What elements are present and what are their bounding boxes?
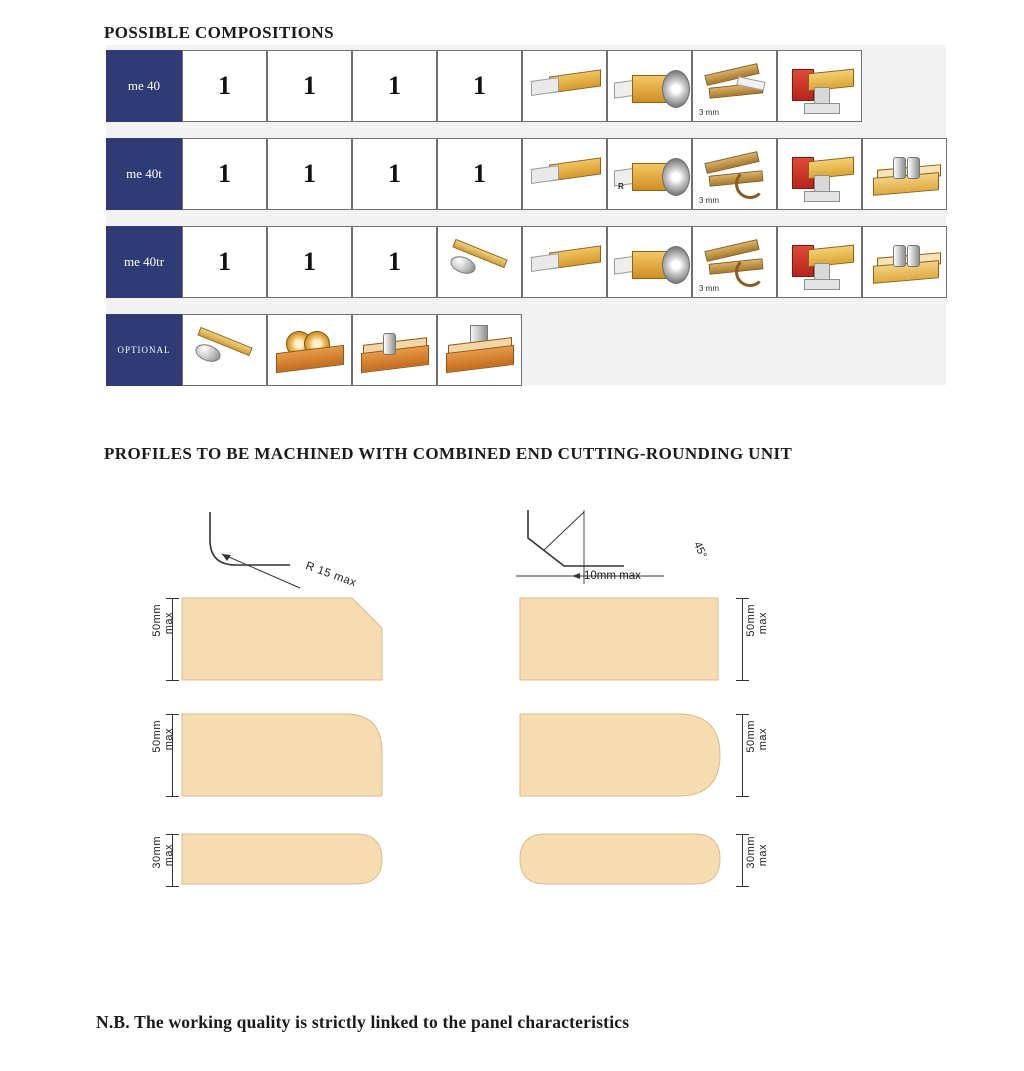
scraper-blades-icon — [692, 226, 777, 298]
dim-height-label: 30mm — [745, 836, 757, 869]
page-title-compositions: POSSIBLE COMPOSITIONS — [104, 23, 334, 42]
panel-right-bottom — [518, 832, 730, 888]
edge-rounding-roller-icon — [607, 138, 692, 210]
cell-count: 1 — [437, 138, 522, 210]
glue-rod-icon — [437, 226, 522, 298]
row-label-me40t: me 40t — [106, 138, 182, 210]
radius-label: R 15 max — [303, 560, 359, 590]
dim-cap — [166, 714, 179, 715]
dim-max-label: max — [757, 612, 769, 635]
length-label: 10mm max — [584, 570, 641, 582]
panel-left-top — [180, 596, 392, 682]
dim-cap — [736, 598, 749, 599]
panel-slab-icon — [352, 314, 437, 386]
cell-count: 1 — [182, 226, 267, 298]
dim-max-label: max — [163, 612, 175, 635]
edge-rounding-roller-icon — [607, 226, 692, 298]
table-row — [106, 226, 947, 298]
end-cutting-icon — [522, 226, 607, 298]
row-label-me40: me 40 — [106, 50, 182, 122]
dim-cap — [736, 834, 749, 835]
row-label-me40tr: me 40tr — [106, 226, 182, 298]
dim-line — [742, 834, 743, 886]
cell-count: 1 — [352, 50, 437, 122]
edge-rounding-roller-icon — [607, 50, 692, 122]
panel-left-bottom — [180, 832, 392, 888]
buffing-unit-icon — [777, 50, 862, 122]
scraper-caption: 3 mm — [699, 196, 719, 205]
panel-left-middle — [180, 712, 392, 798]
cell-count: 1 — [267, 226, 352, 298]
cell-count: 1 — [352, 138, 437, 210]
panel-right-top — [518, 596, 730, 682]
roller-caption: R — [618, 182, 624, 191]
table-row — [106, 314, 522, 386]
scraper-caption: 3 mm — [699, 284, 719, 293]
angle-label: 45° — [691, 540, 709, 561]
panel-right-middle — [518, 712, 730, 798]
grooving-panel-icon — [862, 138, 947, 210]
cell-count: 1 — [267, 138, 352, 210]
scraper-blades-icon — [692, 138, 777, 210]
dim-max-label: max — [757, 844, 769, 867]
dim-height-label: 50mm — [745, 720, 757, 753]
cell-count: 1 — [437, 50, 522, 122]
glue-rod-icon — [182, 314, 267, 386]
end-cutting-icon — [522, 50, 607, 122]
buffing-unit-icon — [777, 226, 862, 298]
dim-cap — [166, 796, 179, 797]
dim-height-label: 30mm — [151, 836, 163, 869]
dim-cap — [736, 680, 749, 681]
table-row — [106, 138, 947, 210]
dim-line — [172, 598, 173, 680]
grinding-discs-icon — [267, 314, 352, 386]
compositions-table — [106, 45, 946, 385]
dim-height-label: 50mm — [151, 720, 163, 753]
dim-cap — [166, 886, 179, 887]
dim-line — [742, 598, 743, 680]
scraper-blades-icon — [692, 50, 777, 122]
dim-cap — [166, 598, 179, 599]
note-text: N.B. The working quality is strictly linked to the panel characteristics — [96, 1012, 630, 1032]
row-label-optional: OPTIONAL — [106, 314, 182, 386]
cell-count: 1 — [182, 50, 267, 122]
dim-cap — [736, 886, 749, 887]
cell-count: 1 — [267, 50, 352, 122]
dim-cap — [166, 680, 179, 681]
dim-height-label: 50mm — [151, 604, 163, 637]
profiles-figure — [104, 500, 944, 920]
buffing-unit-icon — [777, 138, 862, 210]
scraper-caption: 3 mm — [699, 108, 719, 117]
cell-count: 1 — [352, 226, 437, 298]
dim-max-label: max — [757, 728, 769, 751]
cell-count: 1 — [182, 138, 267, 210]
dim-max-label: max — [163, 844, 175, 867]
dim-cap — [166, 834, 179, 835]
dim-line — [742, 714, 743, 796]
dim-height-label: 50mm — [745, 604, 757, 637]
dim-line — [172, 714, 173, 796]
grooving-panel-icon — [862, 226, 947, 298]
vertical-tool-icon — [437, 314, 522, 386]
section-title-profiles: PROFILES TO BE MACHINED WITH COMBINED END CUTTING-ROUNDING UNIT — [104, 444, 793, 463]
dim-cap — [736, 714, 749, 715]
table-row — [106, 50, 862, 122]
dim-cap — [736, 796, 749, 797]
dim-max-label: max — [163, 728, 175, 751]
end-cutting-icon — [522, 138, 607, 210]
